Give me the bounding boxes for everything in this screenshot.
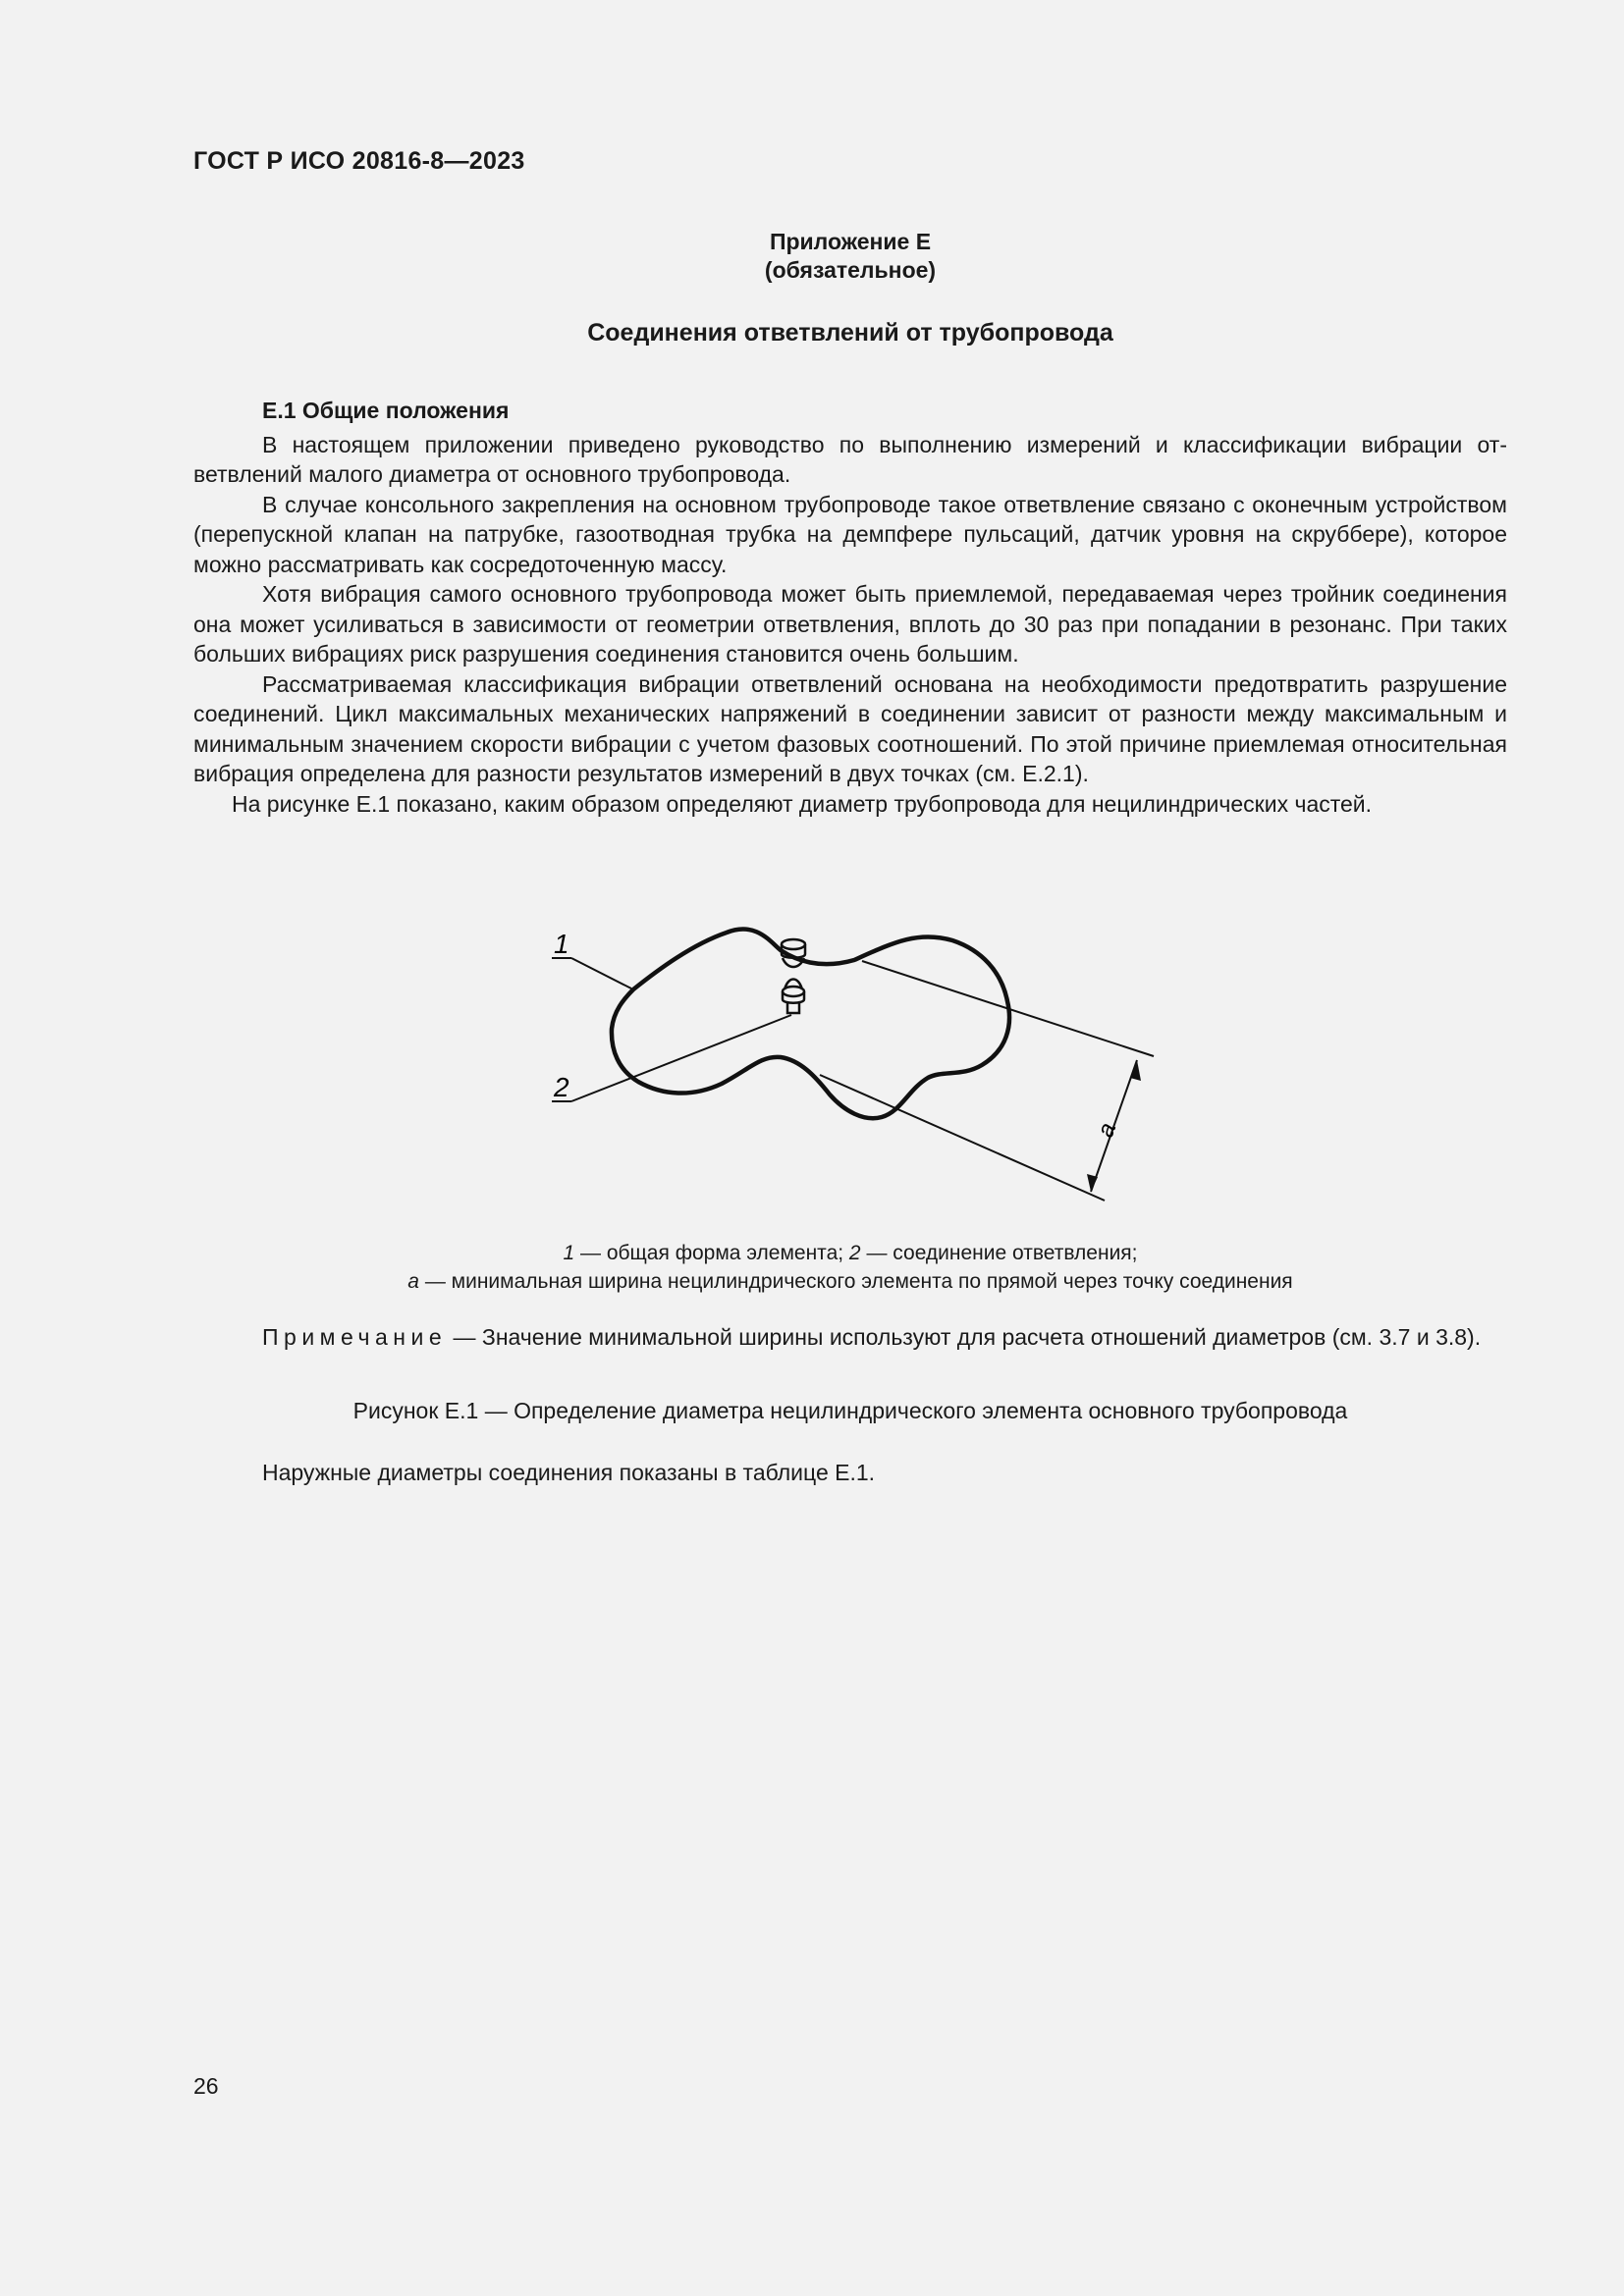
paragraph-5: На рисунке Е.1 показано, каким образом определяют диаметр трубопровода для нецилиндрических частей. bbox=[232, 790, 1373, 817]
paragraph-4: Рассматриваемая классификация вибрации ответвлений основана на необходимости предотвратить разрушение соединений. Цикл максимальных механических напряжений в соединении зависит от разности между максимальным и минимальным значением скорости вибрации с учетом фазовых соотношений. По этой причине приемлемая относительная вибрация определена для разности результатов измерений в двух точках (см. Е.2.1). bbox=[193, 670, 1507, 786]
figure-legend bbox=[193, 1239, 1507, 1296]
extension-line-top bbox=[862, 961, 1154, 1056]
section-body bbox=[193, 396, 1507, 819]
callout-1: 1 bbox=[554, 929, 569, 959]
junction-fitting-icon bbox=[782, 939, 805, 1013]
paragraph-2: В случае консольного закрепления на основном трубопроводе такое ответвление связано с оконечным устройством (перепускной клапан на патрубке, газоотводная трубка на демпфере пульсаций, датчик уровня на скруббере), которое можно рассматривать как сосредоточенную массу. bbox=[193, 491, 1507, 577]
section-title: Е.1 Общие положения bbox=[262, 398, 510, 423]
legend-text-a: — минимальная ширина нецилиндрического элемента по прямой через точку соединения bbox=[418, 1270, 1293, 1293]
page-number: 26 bbox=[193, 2073, 219, 2099]
extension-line-bottom bbox=[820, 1075, 1105, 1201]
figure-diagram bbox=[530, 903, 1178, 1217]
figure-caption: Рисунок Е.1 — Определение диаметра нецилиндрического элемента основного трубопровода bbox=[352, 1398, 1348, 1423]
legend-line-2 bbox=[193, 1267, 1507, 1296]
appendix-status: (обязательное) bbox=[764, 257, 937, 283]
dimension-label: a bbox=[1092, 1119, 1122, 1142]
legend-num-1: 1 bbox=[563, 1242, 575, 1264]
legend-line-1 bbox=[193, 1239, 1507, 1267]
appendix-heading bbox=[193, 228, 1507, 285]
legend-text-2: — соединение ответвления; bbox=[860, 1242, 1138, 1264]
figure-note bbox=[193, 1322, 1507, 1353]
paragraph-3: Хотя вибрация самого основного трубопровода может быть приемлемой, передаваемая через тройник соединения она может усиливаться в зависимости от геометрии ответвления, вплоть до 30 раз при попадании в резонанс. При таких больших вибрациях риск разрушения соединения становится очень большим. bbox=[193, 581, 1507, 667]
note-label: Примечание bbox=[262, 1324, 448, 1350]
legend-num-2: 2 bbox=[848, 1242, 861, 1264]
note-text: — Значение минимальной ширины используют для расчета отношений диаметров (см. 3.7 и 3.8). bbox=[447, 1324, 1482, 1350]
legend-sym-a: a bbox=[407, 1270, 419, 1293]
callout-2: 2 bbox=[554, 1072, 569, 1102]
appendix-title: Соединения ответвлений от трубопровода bbox=[587, 319, 1113, 347]
appendix-label: Приложение Е bbox=[769, 229, 932, 254]
callout-1-leader bbox=[571, 958, 631, 988]
legend-text-1: — общая форма элемента; bbox=[574, 1242, 849, 1264]
callout-2-leader bbox=[571, 1015, 791, 1101]
standard-designation: ГОСТ Р ИСО 20816-8—2023 bbox=[193, 147, 525, 175]
element-outline bbox=[612, 929, 1009, 1118]
paragraph-1: В настоящем приложении приведено руководство по выполнению измерений и классификации вибрации ответвлений малого диаметра от основного трубопровода. bbox=[193, 431, 1507, 487]
table-reference-text: Наружные диаметры соединения показаны в таблице Е.1. bbox=[262, 1460, 876, 1485]
